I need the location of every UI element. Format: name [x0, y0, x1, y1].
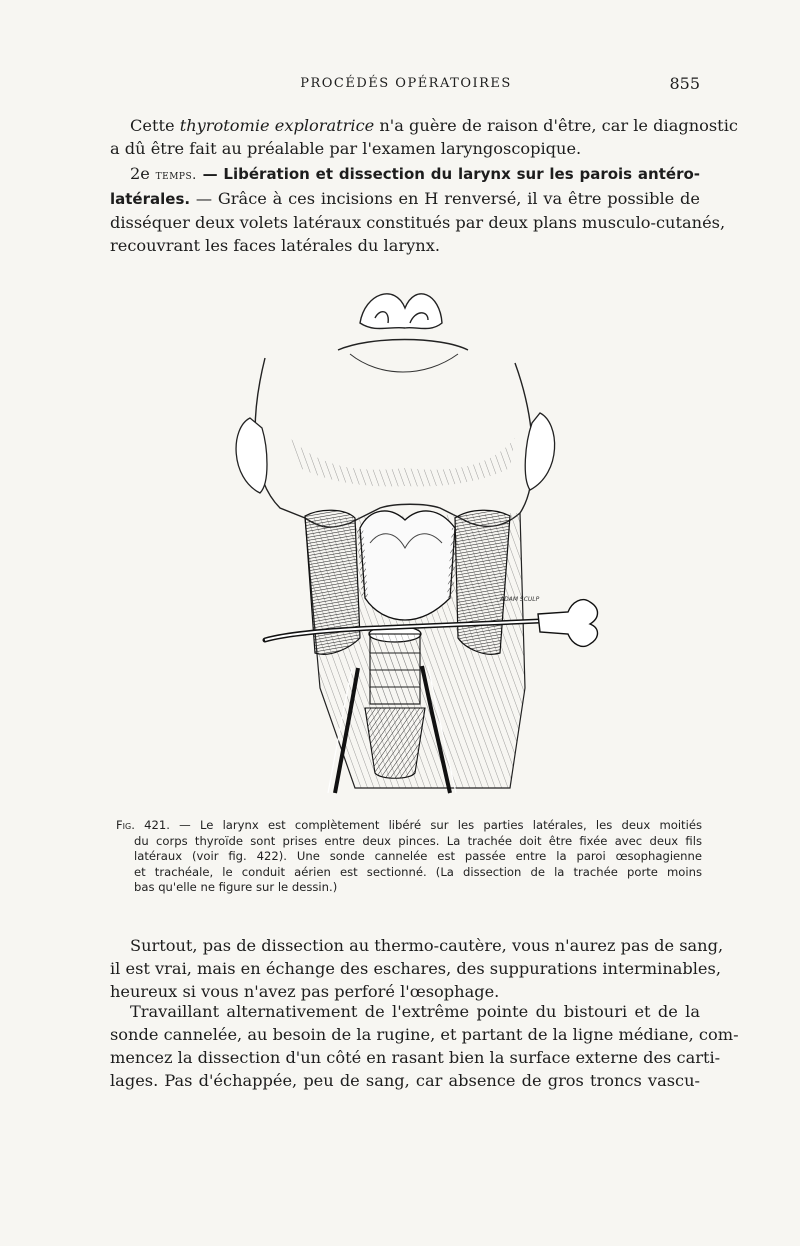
right-ear	[525, 413, 554, 490]
caption-line: du corps thyroïde sont prises entre deux pinces. La trachée doit être fixée avec deux fils	[134, 833, 702, 848]
step-label: temps.	[155, 168, 197, 183]
paragraph-line: Travaillant alternativement de l'extrême pointe du bistouri et de la	[130, 1002, 700, 1021]
text-run: — Le larynx est complètement libéré sur les parties latérales, les deux moitiés	[169, 818, 702, 832]
paragraph-line	[110, 114, 738, 137]
left-ear	[236, 418, 267, 493]
right-muscle-flap	[455, 510, 510, 654]
running-title: PROCÉDÉS OPÉRATOIRES	[300, 76, 512, 91]
paragraph-travaillant	[110, 1000, 739, 1092]
engraving-larynx-dissection	[210, 268, 610, 803]
paragraph-line: il est vrai, mais en échange des eschares, des suppurations interminables,	[110, 959, 721, 978]
paragraph-line: disséquer deux volets latéraux constitués par deux plans musculo-cutanés,	[110, 213, 726, 232]
text-run: n'a guère de raison d'être, car le diagnostic	[374, 116, 738, 135]
page-number: 855	[669, 74, 700, 93]
mouth-drawing	[338, 340, 468, 351]
probe-handle	[538, 600, 598, 647]
trachea	[370, 634, 420, 704]
caption-line: et trachéale, le conduit aérien est sectionné. (La dissection de la trachée porte moins	[134, 864, 702, 879]
thyroid-cartilage	[360, 511, 455, 620]
step-number: 2e	[130, 164, 150, 183]
paragraph-surtout	[110, 934, 724, 1003]
paragraph-line: lages. Pas d'échappée, peu de sang, car absence de gros troncs vascu-	[110, 1071, 700, 1090]
paragraph-line: a dû être fait au préalable par l'examen laryngoscopique.	[110, 139, 582, 158]
paragraph-line: Surtout, pas de dissection au thermo-cautère, vous n'aurez pas de sang,	[130, 936, 724, 955]
step-title-cont: latérales.	[110, 190, 191, 208]
nose-drawing	[360, 294, 442, 329]
paragraph-line: mencez la dissection d'un côté en rasant bien la surface externe des carti-	[110, 1048, 721, 1067]
caption-line: latéraux (voir fig. 422). Une sonde cannelée est passée entre la paroi œsophagienne	[134, 849, 702, 863]
caption-line	[116, 818, 702, 834]
text-run: — Grâce à ces incisions en H renversé, il va être possible de	[190, 189, 700, 208]
lower-trachea	[365, 708, 425, 778]
figure-label: Fig. 421.	[116, 818, 170, 832]
paragraph-step-2	[110, 162, 726, 257]
paragraph-line	[110, 187, 700, 211]
paragraph-line: recouvrant les faces latérales du larynx.	[110, 236, 440, 255]
caption-line: bas qu'elle ne figure sur le dessin.)	[134, 880, 338, 894]
engraver-signature: ADAM SCULP	[500, 596, 540, 603]
emphasis-term: thyrotomie exploratrice	[179, 116, 375, 135]
paragraph-line: heureux si vous n'avez pas perforé l'œsophage.	[110, 982, 500, 1001]
step-title: — Libération et dissection du larynx sur les parois antéro-	[196, 165, 700, 183]
text-run: Cette	[130, 116, 180, 135]
head-outline	[255, 358, 533, 527]
paragraph-line: sonde cannelée, au besoin de la rugine, et partant de la ligne médiane, com-	[110, 1025, 739, 1044]
paragraph-thyrotomie	[110, 114, 738, 160]
running-head	[112, 76, 700, 96]
figure-caption	[116, 818, 702, 896]
paragraph-line	[110, 162, 700, 187]
surgical-illustration	[210, 268, 610, 803]
